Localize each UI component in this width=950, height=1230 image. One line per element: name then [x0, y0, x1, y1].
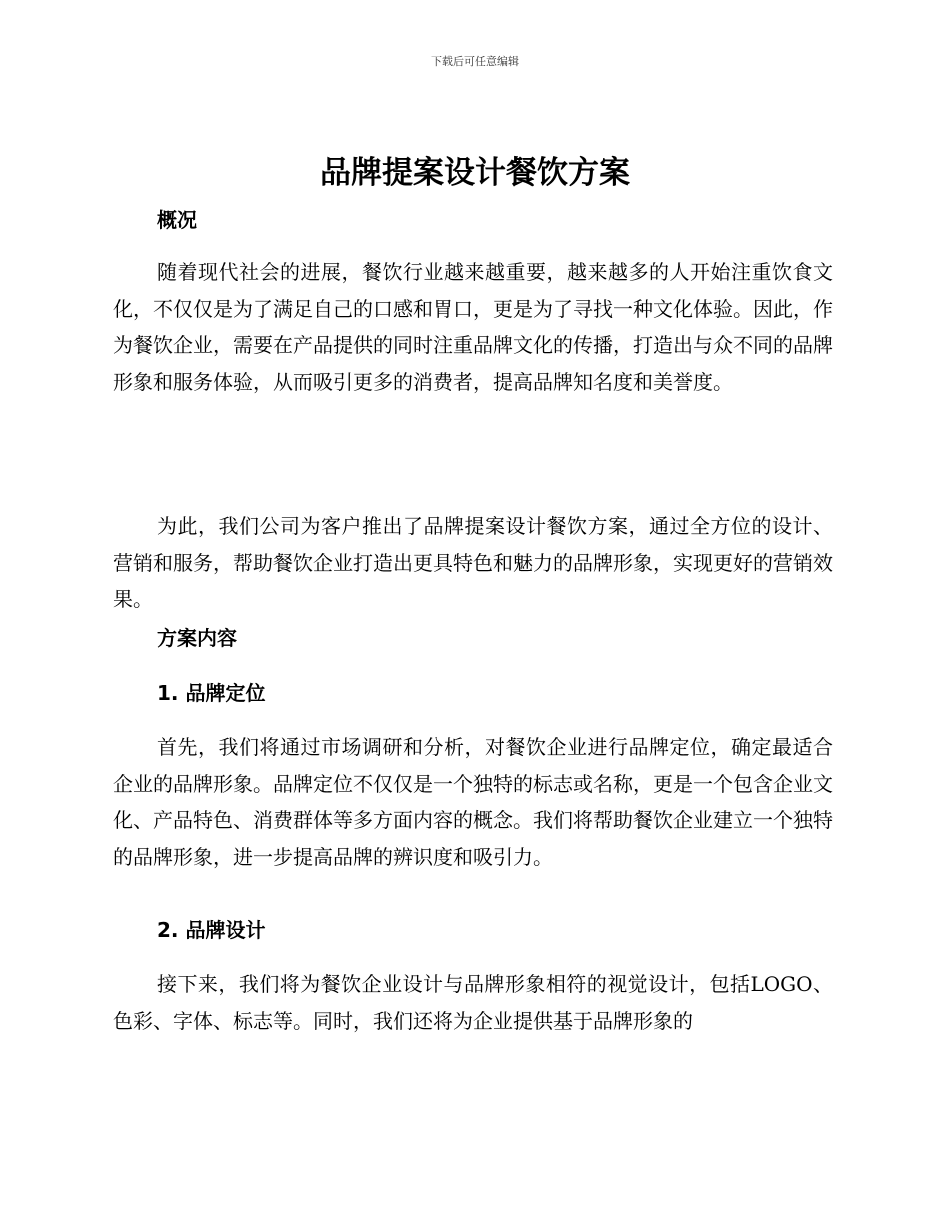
paragraph-overview-1: 随着现代社会的进展，餐饮行业越来越重要，越来越多的人开始注重饮食文化，不仅仅是为了满足自己的口感和胃口，更是为了寻找一种文化体验。因此，作为餐饮企业，需要在产品提供的同时注重品牌文化的传播，打造出与众不同的品牌形象和服务体验，从而吸引更多的消费者，提高品牌知名度和美誉度。	[113, 260, 833, 394]
paragraph-overview-2: 为此，我们公司为客户推出了品牌提案设计餐饮方案，通过全方位的设计、营销和服务，帮助餐饮企业打造出更具特色和魅力的品牌形象，实现更好的营销效果。	[113, 514, 833, 611]
document-title: 品牌提案设计餐饮方案	[320, 155, 630, 191]
section-heading-brand-positioning: 1. 品牌定位	[157, 681, 266, 705]
section-heading-overview: 概况	[157, 208, 197, 232]
section-heading-brand-design: 2. 品牌设计	[157, 918, 266, 942]
page-header-note: 下载后可任意编辑	[431, 55, 519, 68]
paragraph-brand-design: 接下来，我们将为餐饮企业设计与品牌形象相符的视觉设计，包括LOGO、色彩、字体、标志等。同时，我们还将为企业提供基于品牌形象的	[113, 972, 833, 1033]
section-heading-plan-content: 方案内容	[157, 626, 237, 650]
paragraph-brand-positioning: 首先，我们将通过市场调研和分析，对餐饮企业进行品牌定位，确定最适合企业的品牌形象。品牌定位不仅仅是一个独特的标志或名称，更是一个包含企业文化、产品特色、消费群体等多方面内容的概念。我们将帮助餐饮企业建立一个独特的品牌形象，进一步提高品牌的辨识度和吸引力。	[113, 735, 833, 869]
